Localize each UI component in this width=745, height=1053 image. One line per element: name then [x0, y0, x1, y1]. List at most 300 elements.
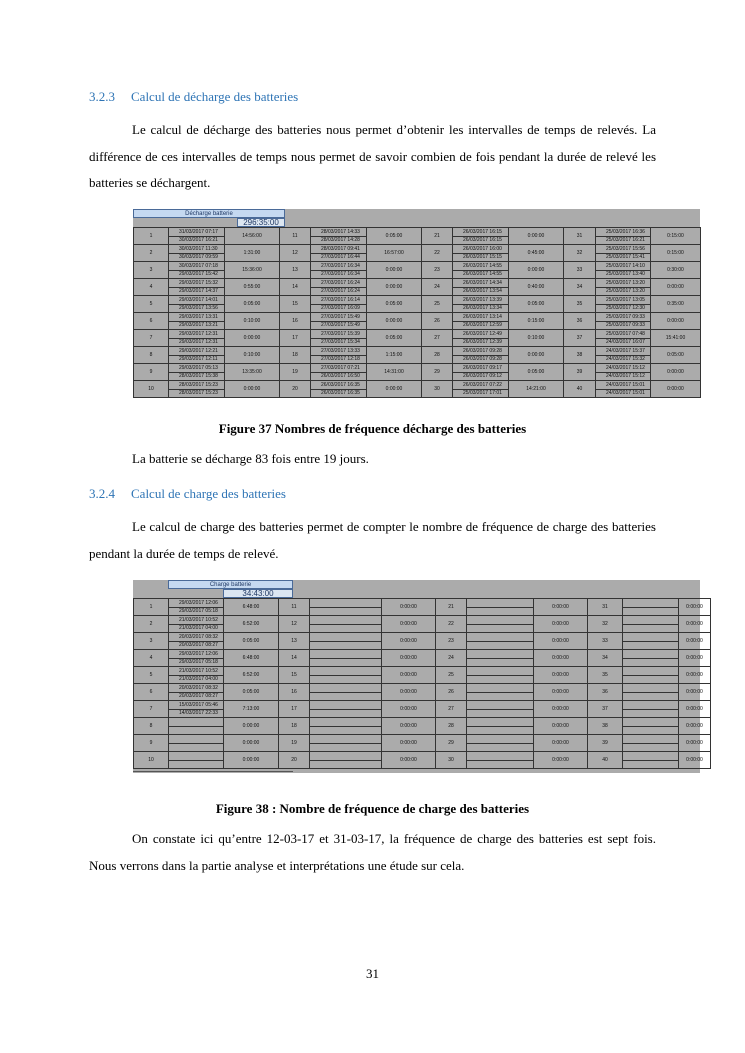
datetime-pair-cell [596, 245, 651, 262]
start-datetime [310, 659, 381, 666]
start-datetime [623, 761, 678, 768]
row-index-cell: 18 [279, 718, 310, 735]
row-index-cell: 39 [564, 364, 596, 381]
start-datetime [310, 642, 381, 649]
conclusion-text: On constate ici qu’entre 12-03-17 et 31-03-17, la fréquence de charge des batteries est sept fois. Nous verrons dans la partie analyse et interprétations une étude sur cela. [89, 831, 656, 873]
duration-cell: 7:13:00 [224, 701, 279, 718]
section-heading-3-2-4 [89, 486, 286, 502]
duration-cell: 16:57:00 [367, 245, 422, 262]
duration-cell: 0:00:00 [679, 616, 711, 633]
row-index-cell: 36 [588, 684, 623, 701]
end-datetime [623, 736, 678, 744]
end-datetime: 25/03/2017 13:05 [596, 297, 650, 305]
start-datetime: 26/03/2017 13:54 [463, 287, 502, 294]
charge-grid [133, 598, 711, 769]
datetime-pair-cell [311, 279, 367, 296]
end-datetime: 27/03/2017 16:24 [311, 280, 366, 288]
start-datetime [467, 608, 533, 615]
row-index-cell: 5 [134, 296, 169, 313]
datetime-pair-cell [169, 347, 225, 364]
row-index-cell: 27 [422, 330, 453, 347]
start-datetime [623, 744, 678, 751]
start-datetime [169, 744, 223, 751]
duration-cell: 0:05:00 [509, 364, 564, 381]
start-datetime: 28/03/2017 15:38 [179, 372, 218, 379]
row-index-cell: 7 [134, 701, 169, 718]
datetime-pair-cell [311, 364, 367, 381]
start-datetime: 25/03/2017 13:20 [606, 287, 645, 294]
table-row [134, 364, 701, 381]
datetime-pair-cell [169, 313, 225, 330]
end-datetime: 29/03/2017 14:01 [169, 297, 224, 305]
datetime-pair-cell [596, 364, 651, 381]
row-index-cell: 9 [134, 364, 169, 381]
row-index-cell: 36 [564, 313, 596, 330]
start-datetime [467, 761, 533, 768]
start-datetime [467, 659, 533, 666]
end-datetime [467, 719, 533, 727]
charge-intro-paragraph [89, 514, 656, 567]
row-index-cell: 32 [588, 616, 623, 633]
discharge-table-total: 296:35:00 [237, 218, 285, 227]
start-datetime: 20/03/2017 08:27 [179, 641, 218, 648]
row-index-cell: 8 [134, 347, 169, 364]
duration-cell: 0:00:00 [534, 599, 588, 616]
duration-cell: 13:35:00 [225, 364, 280, 381]
end-datetime: 25/03/2017 16:36 [596, 229, 650, 237]
row-index-cell: 7 [134, 330, 169, 347]
duration-cell: 0:05:00 [367, 330, 422, 347]
datetime-pair-cell [169, 279, 225, 296]
table-row [134, 667, 711, 684]
datetime-pair-cell [596, 381, 651, 398]
page-number: 31 [366, 966, 379, 981]
datetime-pair-cell [453, 313, 509, 330]
row-index-cell: 38 [588, 718, 623, 735]
datetime-pair-cell [310, 718, 382, 735]
end-datetime [467, 753, 533, 761]
duration-cell: 0:00:00 [509, 262, 564, 279]
table-row [134, 701, 711, 718]
row-index-cell: 19 [279, 735, 310, 752]
end-datetime [623, 753, 678, 761]
end-datetime [169, 736, 223, 744]
row-index-cell: 23 [436, 633, 467, 650]
table-row [134, 381, 701, 398]
row-index-cell: 17 [280, 330, 311, 347]
end-datetime: 26/03/2017 12:49 [453, 331, 508, 339]
start-datetime [467, 744, 533, 751]
datetime-pair-cell [467, 616, 534, 633]
duration-cell: 0:00:00 [534, 633, 588, 650]
end-datetime [623, 668, 678, 676]
datetime-pair-cell [169, 684, 224, 701]
end-datetime: 26/03/2017 13:39 [453, 297, 508, 305]
table-row [134, 313, 701, 330]
duration-cell: 0:00:00 [651, 364, 701, 381]
start-datetime: 24/03/2017 15:12 [606, 372, 645, 379]
start-datetime [467, 642, 533, 649]
start-datetime: 27/03/2017 16:44 [321, 253, 360, 260]
table-row [134, 330, 701, 347]
row-index-cell: 31 [588, 599, 623, 616]
start-datetime [310, 693, 381, 700]
end-datetime [467, 736, 533, 744]
end-datetime: 27/03/2017 16:14 [311, 297, 366, 305]
duration-cell: 0:00:00 [382, 718, 436, 735]
end-datetime: 30/03/2017 07:18 [169, 263, 224, 271]
end-datetime: 26/03/2017 09:17 [453, 365, 508, 373]
start-datetime: 26/03/2017 16:15 [463, 236, 502, 243]
duration-cell: 0:00:00 [534, 701, 588, 718]
discharge-grid [133, 227, 701, 398]
end-datetime: 29/03/2017 15:32 [169, 280, 224, 288]
start-datetime [623, 642, 678, 649]
end-datetime [467, 668, 533, 676]
row-index-cell: 6 [134, 313, 169, 330]
duration-cell: 0:00:00 [679, 633, 711, 650]
datetime-pair-cell [311, 262, 367, 279]
datetime-pair-cell [169, 381, 225, 398]
end-datetime [310, 753, 381, 761]
row-index-cell: 21 [422, 228, 453, 245]
end-datetime: 20/03/2017 08:32 [169, 634, 223, 642]
start-datetime [467, 727, 533, 734]
datetime-pair-cell [310, 701, 382, 718]
duration-cell: 6:52:00 [224, 616, 279, 633]
duration-cell: 0:00:00 [679, 718, 711, 735]
datetime-pair-cell [453, 381, 509, 398]
end-datetime [310, 719, 381, 727]
row-index-cell: 10 [134, 752, 169, 769]
row-index-cell: 29 [422, 364, 453, 381]
row-index-cell: 29 [436, 735, 467, 752]
start-datetime [310, 710, 381, 717]
datetime-pair-cell [467, 718, 534, 735]
row-index-cell: 15 [280, 296, 311, 313]
datetime-pair-cell [453, 296, 509, 313]
end-datetime: 31/03/2017 07:17 [169, 229, 224, 237]
discharge-count-paragraph [89, 446, 656, 473]
end-datetime [467, 634, 533, 642]
discharge-count-text: La batterie se décharge 83 fois entre 19 jours. [132, 451, 369, 466]
start-datetime: 25/03/2017 15:41 [606, 253, 645, 260]
datetime-pair-cell [623, 616, 679, 633]
table-row [134, 718, 711, 735]
start-datetime: 30/03/2017 09:59 [179, 253, 218, 260]
charge-table-total: 34:43:00 [223, 589, 293, 598]
duration-cell: 0:00:00 [382, 684, 436, 701]
duration-cell: 0:00:00 [534, 735, 588, 752]
duration-cell: 0:00:00 [679, 735, 711, 752]
end-datetime: 26/03/2017 16:15 [453, 229, 508, 237]
datetime-pair-cell [169, 296, 225, 313]
datetime-pair-cell [623, 599, 679, 616]
start-datetime [169, 761, 223, 768]
datetime-pair-cell [169, 650, 224, 667]
row-index-cell: 16 [279, 684, 310, 701]
end-datetime: 29/03/2017 12:21 [169, 348, 224, 356]
conclusion-paragraph [89, 826, 656, 879]
end-datetime [623, 685, 678, 693]
end-datetime [310, 736, 381, 744]
start-datetime: 21/03/2017 04:00 [179, 675, 218, 682]
datetime-pair-cell [310, 735, 382, 752]
end-datetime [623, 651, 678, 659]
end-datetime: 24/03/2017 15:37 [596, 348, 650, 356]
datetime-pair-cell [169, 667, 224, 684]
datetime-pair-cell [310, 616, 382, 633]
end-datetime: 26/03/2017 14:55 [453, 263, 508, 271]
row-index-cell: 4 [134, 279, 169, 296]
datetime-pair-cell [310, 667, 382, 684]
duration-cell: 0:00:00 [367, 313, 422, 330]
datetime-pair-cell [169, 735, 224, 752]
duration-cell: 0:10:00 [225, 347, 280, 364]
duration-cell: 0:00:00 [651, 381, 701, 398]
datetime-pair-cell [169, 701, 224, 718]
end-datetime [623, 600, 678, 608]
datetime-pair-cell [311, 245, 367, 262]
start-datetime [467, 710, 533, 717]
row-index-cell: 3 [134, 262, 169, 279]
row-index-cell: 30 [436, 752, 467, 769]
row-index-cell: 8 [134, 718, 169, 735]
end-datetime [310, 617, 381, 625]
duration-cell: 14:31:00 [367, 364, 422, 381]
datetime-pair-cell [467, 650, 534, 667]
datetime-pair-cell [467, 667, 534, 684]
start-datetime: 25/03/2017 17:01 [463, 389, 502, 396]
table-row [134, 296, 701, 313]
end-datetime: 27/03/2017 07:21 [311, 365, 366, 373]
datetime-pair-cell [453, 279, 509, 296]
section-number: 3.2.3 [89, 89, 115, 104]
duration-cell: 0:15:00 [509, 313, 564, 330]
row-index-cell: 1 [134, 599, 169, 616]
table-row [134, 616, 711, 633]
row-index-cell: 37 [588, 701, 623, 718]
row-index-cell: 25 [436, 667, 467, 684]
row-index-cell: 33 [564, 262, 596, 279]
duration-cell: 0:00:00 [224, 735, 279, 752]
row-index-cell: 2 [134, 616, 169, 633]
datetime-pair-cell [623, 701, 679, 718]
datetime-pair-cell [311, 347, 367, 364]
section-heading-3-2-3 [89, 89, 298, 105]
end-datetime: 26/03/2017 13:14 [453, 314, 508, 322]
duration-cell: 0:40:00 [509, 279, 564, 296]
end-datetime: 26/03/2017 07:22 [453, 382, 508, 390]
start-datetime [169, 727, 223, 734]
datetime-pair-cell [310, 650, 382, 667]
end-datetime: 21/03/2017 10:52 [169, 617, 223, 625]
start-datetime: 29/03/2017 15:42 [179, 270, 218, 277]
table-row [134, 262, 701, 279]
datetime-pair-cell [169, 599, 224, 616]
duration-cell: 0:00:00 [382, 616, 436, 633]
start-datetime: 27/03/2017 16:34 [321, 270, 360, 277]
duration-cell: 0:30:00 [651, 262, 701, 279]
end-datetime [310, 685, 381, 693]
section-title: Calcul de décharge des batteries [131, 89, 299, 104]
end-datetime [467, 702, 533, 710]
datetime-pair-cell [310, 752, 382, 769]
row-index-cell: 37 [564, 330, 596, 347]
discharge-intro-paragraph [89, 117, 656, 197]
duration-cell: 0:15:00 [651, 228, 701, 245]
row-index-cell: 12 [279, 616, 310, 633]
start-datetime: 26/03/2017 15:15 [463, 253, 502, 260]
start-datetime: 26/03/2017 12:59 [463, 321, 502, 328]
datetime-pair-cell [169, 364, 225, 381]
datetime-pair-cell [311, 313, 367, 330]
row-index-cell: 24 [436, 650, 467, 667]
end-datetime [467, 651, 533, 659]
charge-table-title: Charge batterie [168, 580, 293, 589]
start-datetime: 24/03/2017 16:07 [606, 338, 645, 345]
duration-cell: 15:41:00 [651, 330, 701, 347]
start-datetime [467, 693, 533, 700]
duration-cell: 15:36:00 [225, 262, 280, 279]
start-datetime [623, 727, 678, 734]
table-row [134, 633, 711, 650]
datetime-pair-cell [623, 633, 679, 650]
row-index-cell: 35 [588, 667, 623, 684]
end-datetime [310, 651, 381, 659]
duration-cell: 0:00:00 [534, 667, 588, 684]
duration-cell: 0:00:00 [534, 616, 588, 633]
row-index-cell: 39 [588, 735, 623, 752]
datetime-pair-cell [311, 330, 367, 347]
end-datetime [169, 753, 223, 761]
duration-cell: 0:35:00 [651, 296, 701, 313]
figure-38-caption: Figure 38 : Nombre de fréquence de charge des batteries [215, 801, 530, 816]
duration-cell: 0:00:00 [651, 313, 701, 330]
discharge-intro-text: Le calcul de décharge des batteries nous permet d’obtenir les intervalles de temps de relevés. La différence de ces intervalles de temps nous permet de savoir combien de fois pendant la durée de relevé les batteries se déchargent. [89, 122, 656, 190]
start-datetime: 27/03/2017 16:09 [321, 304, 360, 311]
start-datetime: 29/03/2017 12:31 [179, 338, 218, 345]
discharge-table-title: Décharge batterie [133, 209, 285, 218]
datetime-pair-cell [467, 599, 534, 616]
start-datetime [310, 625, 381, 632]
start-datetime [310, 676, 381, 683]
datetime-pair-cell [596, 262, 651, 279]
datetime-pair-cell [596, 313, 651, 330]
start-datetime [310, 761, 381, 768]
duration-cell: 0:00:00 [382, 667, 436, 684]
start-datetime: 29/03/2017 12:11 [179, 355, 218, 362]
duration-cell: 0:10:00 [509, 330, 564, 347]
datetime-pair-cell [467, 633, 534, 650]
datetime-pair-cell [169, 718, 224, 735]
datetime-pair-cell [169, 262, 225, 279]
start-datetime: 29/03/2017 05:18 [179, 658, 218, 665]
row-index-cell: 2 [134, 245, 169, 262]
end-datetime [623, 634, 678, 642]
row-index-cell: 40 [564, 381, 596, 398]
duration-cell: 0:00:00 [225, 381, 280, 398]
start-datetime: 27/03/2017 15:49 [321, 321, 360, 328]
duration-cell: 0:00:00 [382, 752, 436, 769]
row-index-cell: 11 [280, 228, 311, 245]
duration-cell: 0:15:00 [651, 245, 701, 262]
datetime-pair-cell [596, 347, 651, 364]
start-datetime: 24/03/2017 15:01 [606, 389, 645, 396]
end-datetime: 29/03/2017 05:13 [169, 365, 224, 373]
duration-cell: 0:05:00 [225, 296, 280, 313]
end-datetime [310, 668, 381, 676]
row-index-cell: 32 [564, 245, 596, 262]
datetime-pair-cell [453, 245, 509, 262]
row-index-cell: 14 [279, 650, 310, 667]
datetime-pair-cell [169, 330, 225, 347]
start-datetime [623, 608, 678, 615]
end-datetime [310, 634, 381, 642]
start-datetime: 26/03/2017 13:34 [463, 304, 502, 311]
duration-cell: 0:45:00 [509, 245, 564, 262]
start-datetime: 28/03/2017 15:23 [179, 389, 218, 396]
duration-cell: 0:00:00 [382, 735, 436, 752]
datetime-pair-cell [596, 330, 651, 347]
row-index-cell: 34 [588, 650, 623, 667]
datetime-pair-cell [623, 650, 679, 667]
duration-cell: 0:05:00 [651, 347, 701, 364]
start-datetime: 25/03/2017 16:21 [606, 236, 645, 243]
datetime-pair-cell [169, 616, 224, 633]
start-datetime: 28/03/2017 14:28 [321, 236, 360, 243]
end-datetime: 25/03/2017 07:48 [596, 331, 650, 339]
duration-cell: 1:31:00 [225, 245, 280, 262]
row-index-cell: 18 [280, 347, 311, 364]
table-row [134, 752, 711, 769]
row-index-cell: 22 [422, 245, 453, 262]
row-index-cell: 13 [279, 633, 310, 650]
start-datetime [623, 693, 678, 700]
row-index-cell: 12 [280, 245, 311, 262]
duration-cell: 0:00:00 [679, 752, 711, 769]
duration-cell: 0:00:00 [224, 752, 279, 769]
duration-cell: 0:00:00 [679, 650, 711, 667]
row-index-cell: 13 [280, 262, 311, 279]
start-datetime: 20/03/2017 08:27 [179, 692, 218, 699]
duration-cell: 0:00:00 [224, 718, 279, 735]
start-datetime: 29/03/2017 13:21 [179, 321, 218, 328]
start-datetime: 25/03/2017 13:40 [606, 270, 645, 277]
row-index-cell: 35 [564, 296, 596, 313]
end-datetime: 20/03/2017 08:32 [169, 685, 223, 693]
figure-37-caption: Figure 37 Nombres de fréquence décharge des batteries [218, 421, 527, 436]
datetime-pair-cell [596, 296, 651, 313]
row-index-cell: 10 [134, 381, 169, 398]
row-index-cell: 11 [279, 599, 310, 616]
datetime-pair-cell [467, 701, 534, 718]
start-datetime: 29/03/2017 13:56 [179, 304, 218, 311]
end-datetime: 26/03/2017 16:35 [311, 382, 366, 390]
datetime-pair-cell [623, 684, 679, 701]
start-datetime [310, 744, 381, 751]
row-index-cell: 1 [134, 228, 169, 245]
datetime-pair-cell [623, 667, 679, 684]
duration-cell: 0:05:00 [509, 296, 564, 313]
row-index-cell: 34 [564, 279, 596, 296]
start-datetime: 26/03/2017 09:12 [463, 372, 502, 379]
duration-cell: 0:00:00 [382, 701, 436, 718]
end-datetime: 24/03/2017 15:01 [596, 382, 650, 390]
end-datetime [623, 719, 678, 727]
duration-cell: 0:00:00 [509, 228, 564, 245]
duration-cell: 0:10:00 [225, 313, 280, 330]
